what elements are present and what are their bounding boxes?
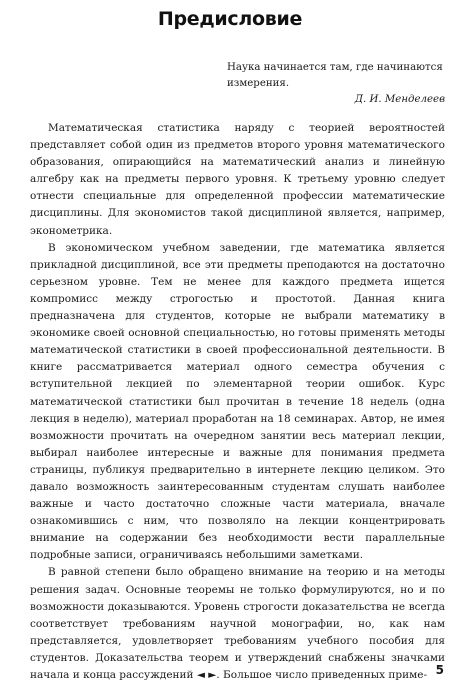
epigraph-author: Д. И. Менделеев [354, 94, 445, 105]
epigraph [227, 60, 445, 108]
body-text [30, 120, 445, 684]
paragraph: В экономическом учебном заведении, где математика является прикладной дисциплиной, все эти предметы преподаются на достаточно серьезном уровне. Тем не менее для каждого предмета ищется компромисс между строгостью и простотой. Данная книга предназначена для студентов, которые не выбрали математику в экономике своей основной специальностью, но готовы применять методы математической статистики в своей профессиональной деятельности. В книге рассматривается материал одного семестра обучения с вступительной лекцией по элементарной теории ошибок. Курс математической статистики был прочитан в течение 18 недель (одна лекция в неделю), материал проработан на 18 семинарах. Автор, не имея возможности прочитать на очередном занятии весь материал лекции, выбирал наиболее интересные и важные для понимания предмета страницы, публикуя предварительно в интернете лекцию целиком. Это давало возможность заинтересованным студентам слушать наиболее важные и часто достаточно сложные части материала, вначале ознакомившись с ним, что позволяло на лекции концентрировать внимание на содержании без необходимости вести параллельные подробные записи, ограничиваясь небольшими заметками. [30, 241, 445, 562]
page-number: 5 [435, 663, 444, 677]
page-title: Предисловие [157, 8, 303, 30]
paragraph: Математическая статистика наряду с теорией вероятностей представляет собой один из предметов второго уровня математического образования, опирающийся на математический анализ и линейную алгебру как на предметы первого уровня. К третьему уровню следует отнести специальные для определенной профессии математические дисциплины. Для экономистов такой дисциплиной является, например, эконометрика. [30, 122, 445, 237]
epigraph-quote: Наука начинается там, где начинаются измерения. [227, 62, 443, 89]
paragraph: В равной степени было обращено внимание на теорию и на методы решения задач. Основные теоремы не только формулируются, но и по возможности доказываются. Уровень строгости доказательства не всегда соответствует требованиям научной монографии, но, как нам представляется, удовлетворяет требованиям учебного пособия для студентов. Доказательства теорем и утверждений снабжены значками начала и конца рассуждений ◄ ►. Большое число приведенных приме- [30, 566, 445, 681]
